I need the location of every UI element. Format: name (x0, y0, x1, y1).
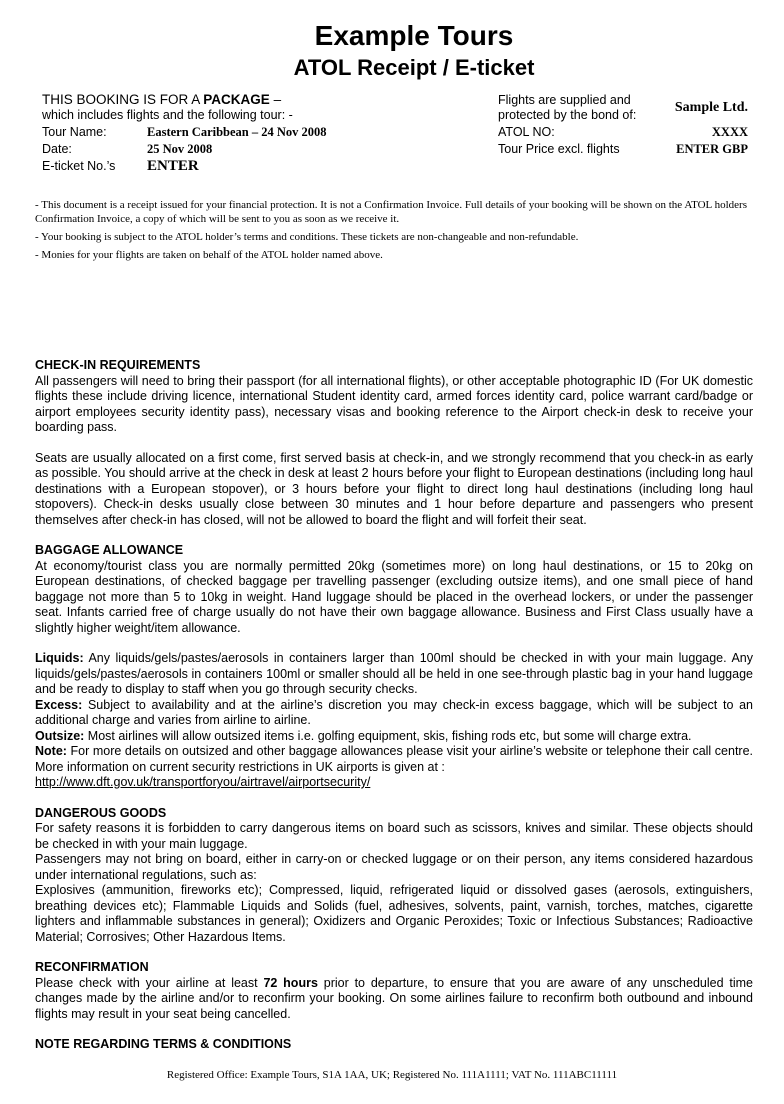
eticket-label: E-ticket No.’s (42, 159, 116, 173)
reconfirm-hours: 72 hours (263, 975, 318, 990)
note-monies: - Monies for your flights are taken on behalf of the ATOL holder named above. (35, 249, 383, 261)
note-terms: - Your booking is subject to the ATOL holder’s terms and conditions. These tickets are non-changeable and non-refundable. (35, 231, 579, 243)
eticket-value: ENTER (147, 158, 199, 174)
excess-paragraph (35, 698, 753, 729)
date-row (42, 142, 212, 157)
bond-line-1: Flights are supplied and (498, 93, 631, 107)
tour-name-row (42, 125, 327, 140)
bond-line-2: protected by the bond of: (498, 108, 637, 122)
security-link[interactable]: http://www.dft.gov.uk/transportforyou/airtravel/airportsecurity/ (35, 775, 371, 789)
main-content (35, 358, 753, 1053)
outsize-label: Outsize: (35, 728, 85, 743)
security-link-line (35, 775, 753, 791)
date-label: Date: (42, 142, 72, 156)
dangerous-paragraph-2: Passengers may not bring on board, either in carry-on or checked luggage or on their person, any items considered hazardous under international regulations, such as: (35, 852, 753, 882)
receipt-notes (35, 198, 747, 266)
note-text: For more details on outsized and other baggage allowances please visit your airline’s website or telephone their call centre. More information on current security restrictions in UK airports is given at : (35, 744, 753, 774)
price-value: ENTER GBP (676, 142, 748, 156)
terms-heading: NOTE REGARDING TERMS & CONDITIONS (35, 1037, 292, 1051)
liquids-paragraph (35, 651, 753, 698)
liquids-label: Liquids: (35, 651, 84, 665)
note-paragraph (35, 744, 753, 775)
booking-type-suffix: – (269, 92, 282, 107)
booking-type-line (42, 92, 281, 107)
note-label: Note: (35, 744, 67, 758)
checkin-paragraph-2: Seats are usually allocated on a first come, first served basis at check-in, and we strongly recommend that you check-in as early as possible. You should arrive at the check in desk at least 2 hours before your flight to European destinations (including long haul destinations with a European stopover), or 3 hours before your flight to direct long haul destinations (including long haul stopovers). Check-in desks usually close between 30 minutes and 1 hour before departure and passengers who present themselves after check-in has closed, will not be allowed to board the flight and will forfeit their seat. (35, 450, 753, 527)
reconfirm-paragraph (35, 976, 753, 1023)
note-receipt: - This document is a receipt issued for your financial protection. It is not a Confirmation Invoice. Full details of your booking will be shown on the ATOL holders Confirmation Invoice, a copy of which will be sent to you as soon as we receive it. (35, 199, 747, 225)
bond-value: Sample Ltd. (674, 100, 748, 115)
outsize-paragraph (35, 729, 753, 745)
excess-label: Excess: (35, 697, 83, 712)
atol-value: XXXX (711, 125, 748, 139)
registered-office-footer: Registered Office: Example Tours, S1A 1AA, UK; Registered No. 111A1111; VAT No. 111ABC11111 (166, 1069, 618, 1081)
dangerous-heading: DANGEROUS GOODS (35, 805, 167, 820)
tour-name-value: Eastern Caribbean – 24 Nov 2008 (147, 125, 327, 139)
booking-type-value: PACKAGE (203, 92, 270, 107)
price-label: Tour Price excl. flights (498, 142, 620, 156)
dangerous-paragraph-3: Explosives (ammunition, fireworks etc); Compressed, liquid, refrigerated liquid or dissolved gases (aerosols, extinguishers, breathing devices etc); Flammable Liquids and Solids (fuel, adhesives, solvents, paint, varnish, torches, matches, cigarette lighters and inflammable substances in general); Oxidizers and Organic Peroxides; Toxic or Infectious Substances; Radioactive Material; Corrosives; Other Hazardous Items. (35, 883, 753, 944)
document-subtitle: ATOL Receipt / E-ticket (293, 55, 535, 80)
booking-type-prefix: THIS BOOKING IS FOR A (42, 92, 204, 107)
liquids-text: Any liquids/gels/pastes/aerosols in containers larger than 100ml should be checked in with your main luggage. Any liquids/gels/pastes/aerosols in containers 100ml or smaller should all be held in one see-through plastic bag in your hand luggage and be ready to display to staff when you go through security checks. (35, 651, 753, 696)
date-value: 25 Nov 2008 (147, 142, 213, 156)
eticket-row (42, 158, 199, 175)
baggage-paragraph: At economy/tourist class you are normally permitted 20kg (sometimes more) on long haul destinations, or 15 to 20kg on European destinations, of checked baggage per travelling passenger (excluding outsize items), and one small piece of hand baggage not more than 5 to 10kg in weight. Hand luggage should be placed in the overhead lockers, or under the passenger seat. Infants carried free of charge usually do not have their own baggage allowance. Business and First Class usually have a slightly higher weight/item allowance. (35, 558, 753, 635)
baggage-heading: BAGGAGE ALLOWANCE (35, 543, 184, 557)
document-title: Example Tours (314, 20, 514, 51)
atol-label: ATOL NO: (498, 125, 555, 139)
checkin-heading: CHECK-IN REQUIREMENTS (35, 358, 201, 372)
checkin-paragraph-1: All passengers will need to bring their passport (for all international flights), or other acceptable photographic ID (For UK domestic flights these include driving licence, international Student identity card, armed forces identity card, police warrant card/badge or airport employees security identity pass), necessary visas and booking reference to the Airport check-in desk to receive your boarding pass. (35, 373, 753, 434)
reconfirm-text-before: Please check with your airline at least (35, 975, 264, 990)
reconfirm-heading: RECONFIRMATION (35, 960, 149, 974)
dangerous-paragraph-1: For safety reasons it is forbidden to carry dangerous items on board such as scissors, knives and similar. These objects should be checked in with your main luggage. (35, 821, 753, 851)
reconfirm-text-after: prior to departure, to ensure that you are aware of any unscheduled time changes made by the airline and/or to reconfirm your booking. On some airlines failure to reconfirm both outbound and inbound flights may result in your seat being cancelled. (35, 975, 753, 1021)
excess-text: Subject to availability and at the airline’s discretion you may check-in excess baggage, which will be subject to an additional charge and varies from airline to airline. (35, 697, 753, 727)
outsize-text: Most airlines will allow outsized items i.e. golfing equipment, skis, fishing rods etc, but some will charge extra. (84, 728, 692, 743)
tour-name-label: Tour Name: (42, 125, 107, 139)
booking-includes-line: which includes flights and the following tour: - (42, 108, 293, 122)
